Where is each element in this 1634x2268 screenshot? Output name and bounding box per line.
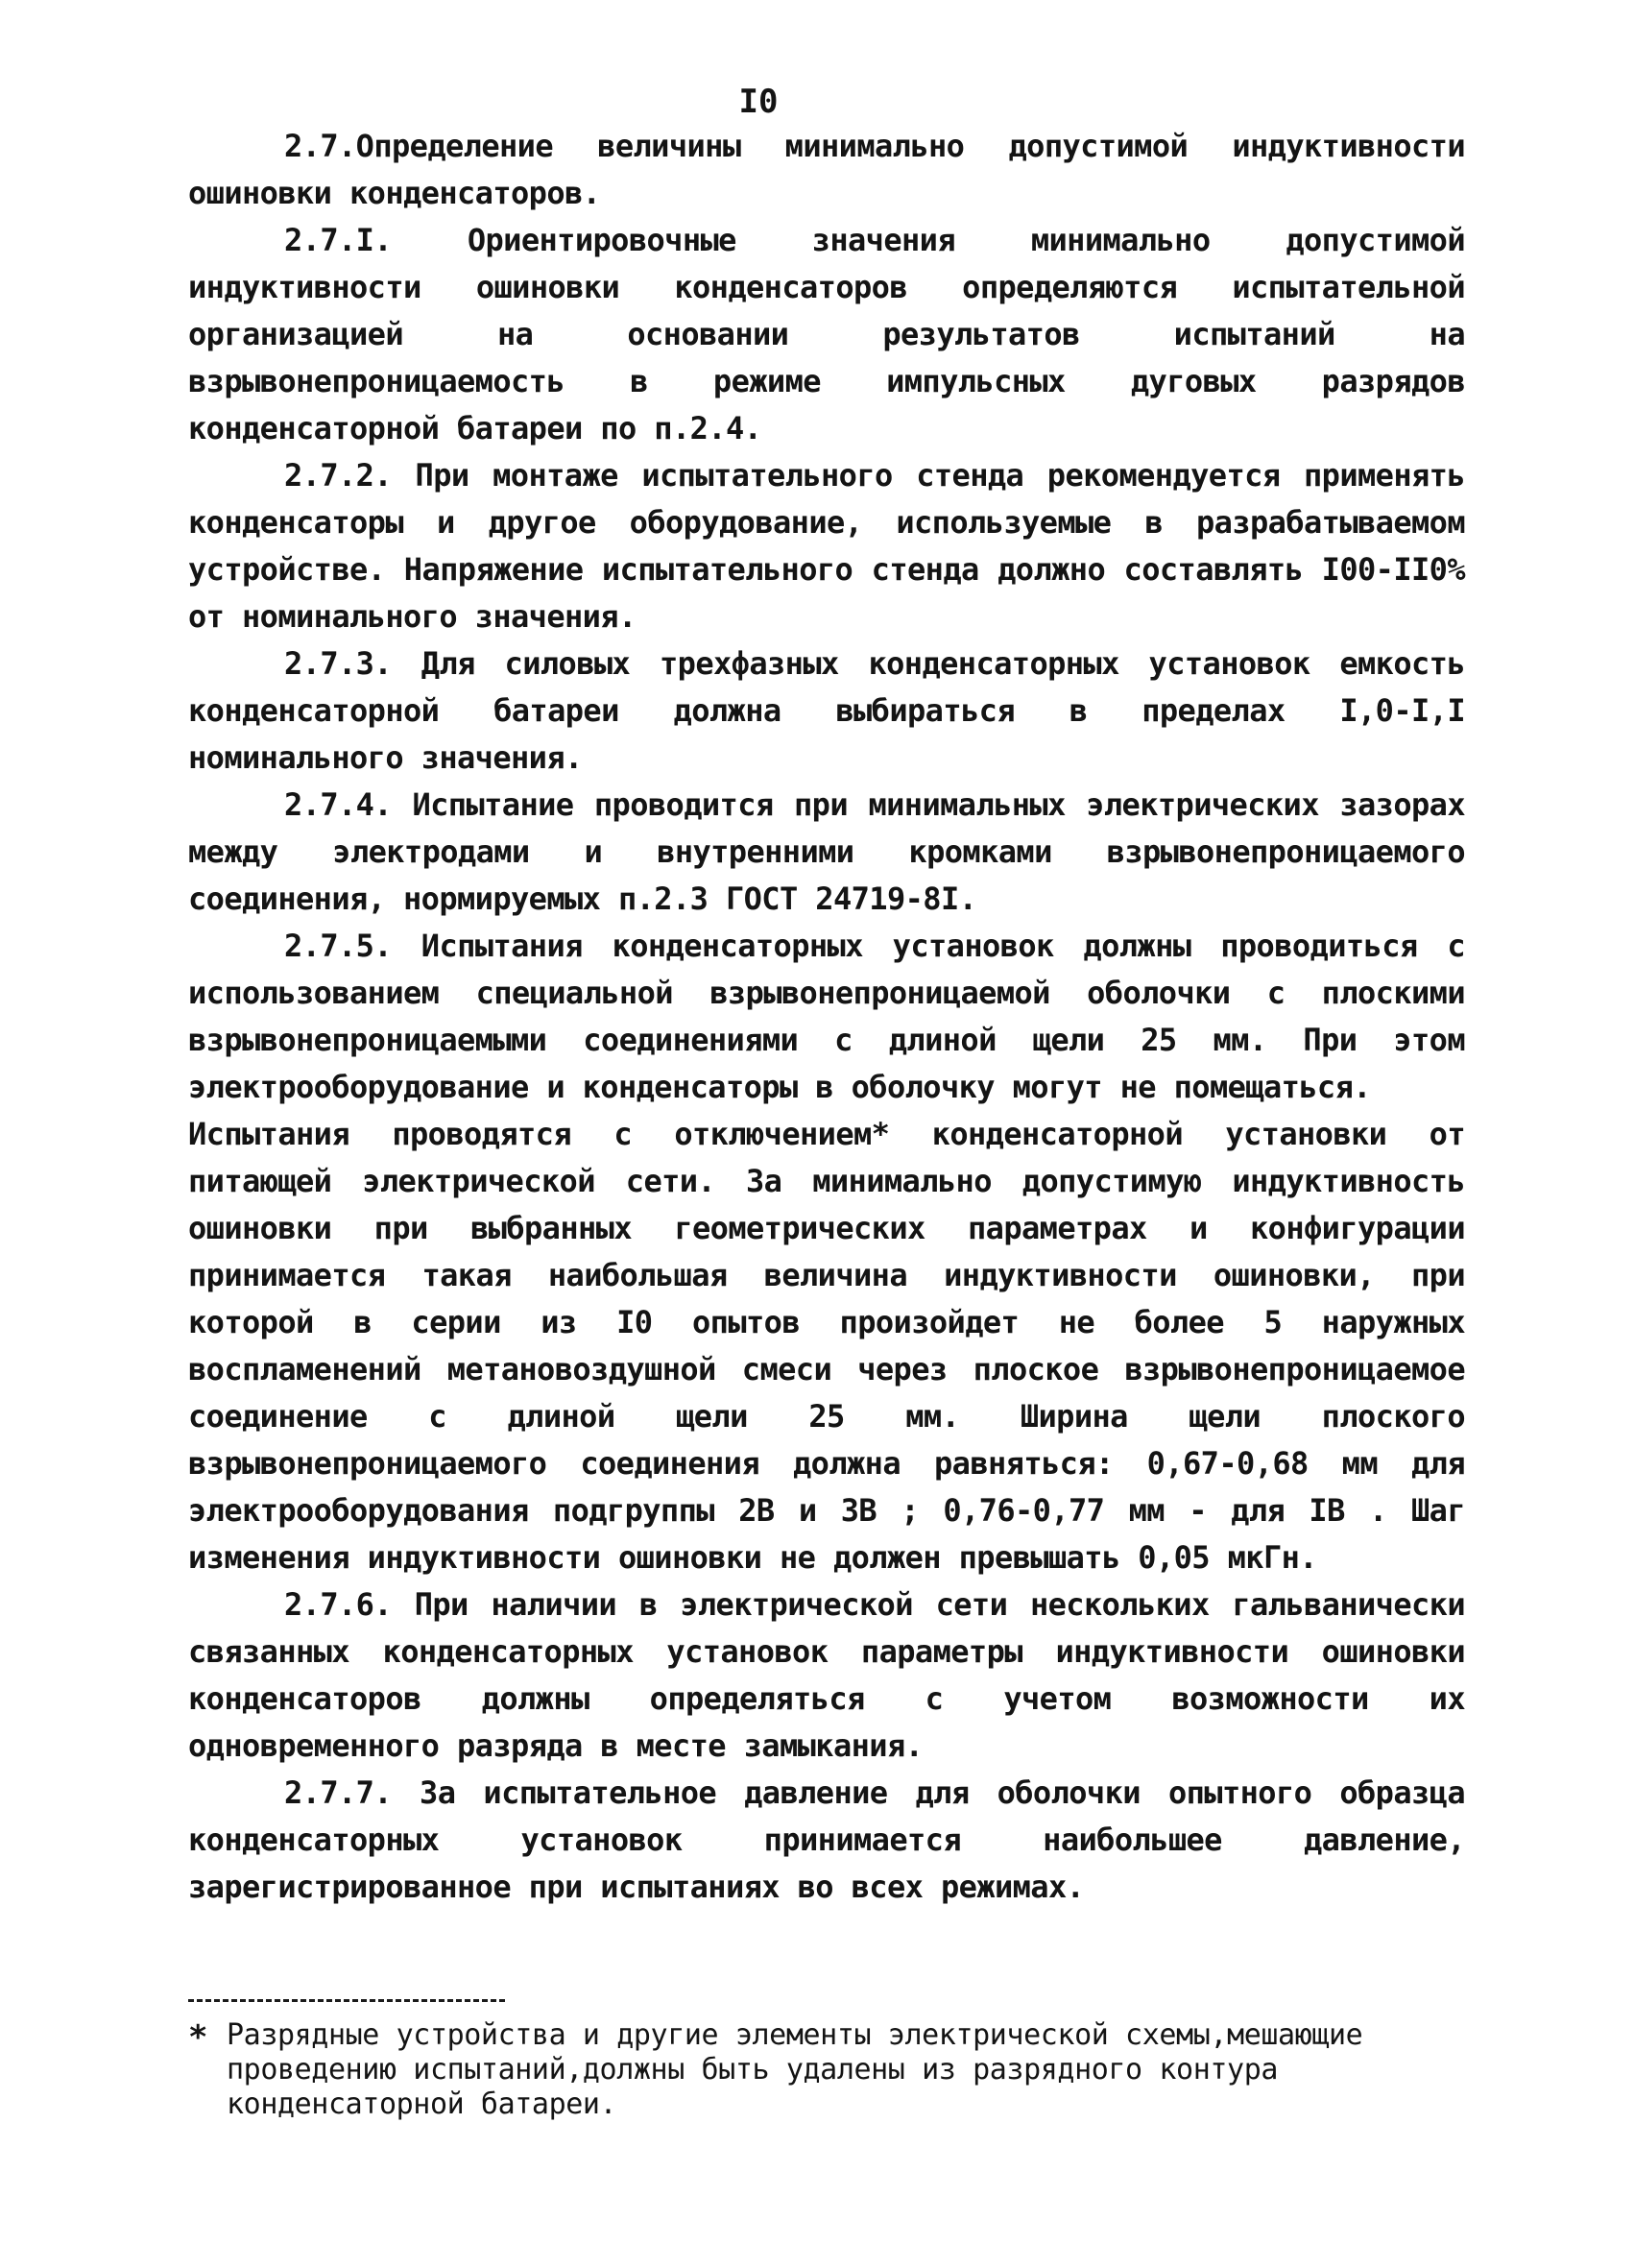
paragraph-2-7-5: 2.7.5. Испытания конденсаторных установок должны проводиться с использованием специальной взрывонепроницаемой оболочки с плоскими взрывонепроницаемыми соединениями с длиной щели 25 мм. При этом электрооборудование и конденсаторы в оболочку могут не помещаться.	[188, 928, 1465, 1105]
paragraph-2-7-4: 2.7.4. Испытание проводится при минимальных электрических зазорах между электродами и внутренними кромками взрывонепроницаемого соединения, нормируемых п.2.3 ГОСТ 24719-8I.	[188, 786, 1465, 917]
paragraph-2-7-6: 2.7.6. При наличии в электрической сети нескольких гальванически связанных конденсаторных установок параметры индуктивности ошиновки конденсаторов должны определяться с учетом возможности их одновременного разряда в месте замыкания.	[188, 1586, 1465, 1764]
footnote-text: Разрядные устройства и другие элементы электрической схемы,мешающие проведению испытаний,должны быть удалены из разрядного контура конденсаторной батареи.	[227, 2018, 1363, 2121]
body-text	[188, 123, 1465, 1911]
footnote-separator	[188, 1999, 505, 2002]
paragraph-2-7-1: 2.7.I. Ориентировочные значения минимально допустимой индуктивности ошиновки конденсаторов определяются испытательной организацией на основании результатов испытаний на взрывонепроницаемость в режиме импульсных дуговых разрядов конденсаторной батареи по п.2.4.	[188, 222, 1465, 446]
paragraph-tests: Испытания проводятся с отключением* конденсаторной установки от питающей электрической сети. За минимально допустимую индуктивность ошиновки при выбранных геометрических параметрах и конфигурации принимается такая наибольшая величина индуктивности ошиновки, при которой в серии из I0 опытов произойдет не более 5 наружных воспламенений метановоздушной смеси через плоское взрывонепроницаемое соединение с длиной щели 25 мм. Ширина щели плоского взрывонепроницаемого соединения должна равняться: 0,67-0,68 мм для электрооборудования подгруппы 2В и 3В ; 0,76-0,77 мм - для IВ . Шаг изменения индуктивности ошиновки не должен превышать 0,05 мкГн.	[188, 1116, 1465, 1576]
paragraph-2-7-7: 2.7.7. За испытательное давление для оболочки опытного образца конденсаторных установок принимается наибольшее давление, зарегистрированное при испытаниях во всех режимах.	[188, 1774, 1465, 1905]
page-number: I0	[738, 83, 779, 121]
paragraph-2-7-2: 2.7.2. При монтаже испытательного стенда рекомендуется применять конденсаторы и другое оборудование, используемые в разрабатываемом устройстве. Напряжение испытательного стенда должно составлять I00-II0% от номинального значения.	[188, 457, 1465, 635]
footnote	[188, 2018, 1455, 2122]
paragraph-2-7-3: 2.7.3. Для силовых трехфазных конденсаторных установок емкость конденсаторной батареи должна выбираться в пределах I,0-I,I номинального значения.	[188, 645, 1465, 776]
footnote-mark: *	[188, 2018, 208, 2057]
paragraph-2-7: 2.7.Определение величины минимально допустимой индуктивности ошиновки конденсаторов.	[188, 128, 1465, 211]
